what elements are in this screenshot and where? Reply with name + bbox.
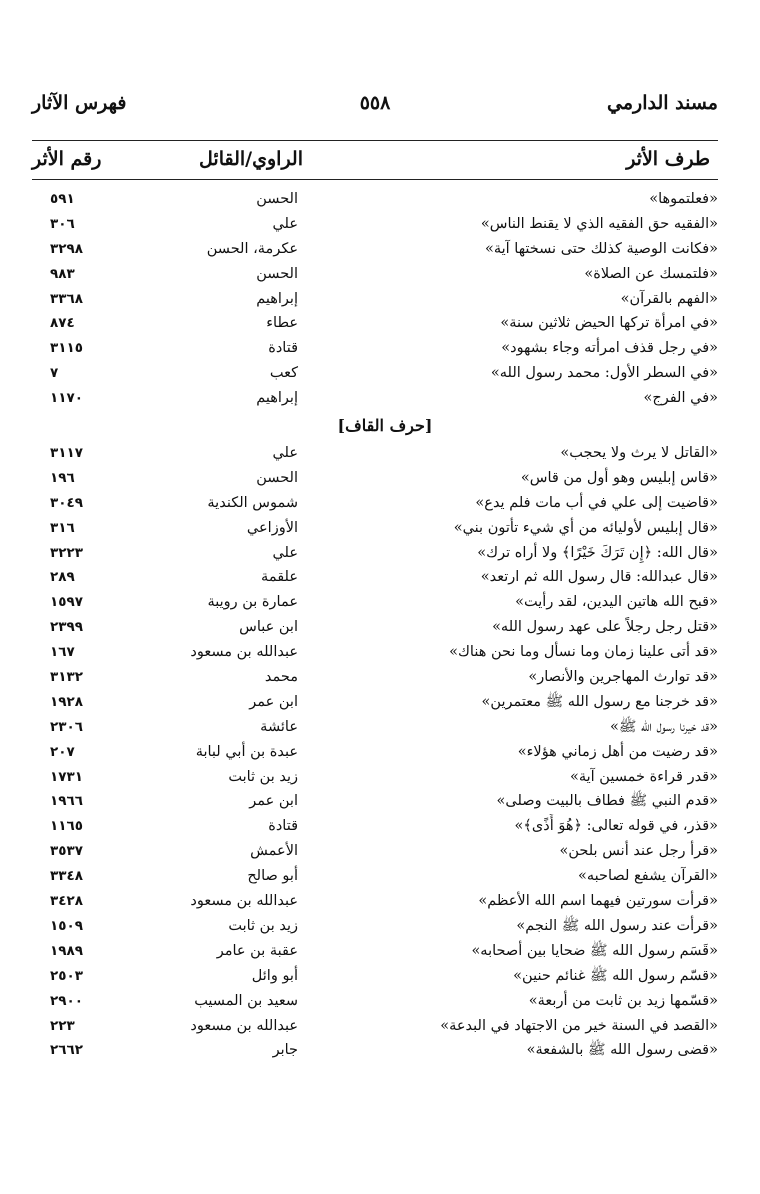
entry-narrator: شموس الكندية [207, 494, 298, 511]
entry-narrator: قتادة [268, 818, 298, 835]
index-row [32, 311, 718, 336]
entry-text: «قسّم رسول الله ﷺ غنائم حنين» [513, 967, 718, 984]
index-row [32, 187, 718, 212]
entry-number: ٣١١٥ [50, 340, 83, 357]
section-title: فهرس الآثار [32, 92, 127, 114]
entry-text: «قرأ رجل عند أنس بلحن» [559, 843, 718, 860]
entry-text: «القصد في السنة خير من الاجتهاد في البدعة» [440, 1017, 718, 1034]
entry-text: «قد خيرنا رسول الله ﷺ» [610, 718, 718, 735]
entry-text: «قال عبدالله: قال رسول الله ثم ارتعد» [480, 569, 718, 586]
index-row [32, 765, 718, 790]
index-row [32, 336, 718, 361]
index-row [32, 690, 718, 715]
entry-number: ١١٧٠ [50, 390, 83, 407]
index-row [32, 1038, 718, 1063]
index-row [32, 441, 718, 466]
entry-narrator: علي [272, 215, 298, 232]
entry-text: «القاتل لا يرث ولا يحجب» [560, 445, 718, 462]
entry-number: ١٩٦٦ [50, 793, 83, 810]
entry-text: «قال إبليس لأوليائه من أي شيء تأتون بني» [453, 519, 718, 536]
entry-text: «قرأت سورتين فيهما اسم الله الأعظم» [478, 893, 718, 910]
index-row [32, 914, 718, 939]
running-header [32, 88, 718, 122]
index-row [32, 889, 718, 914]
index-row [32, 740, 718, 765]
entry-narrator: عبدة بن أبي لبابة [195, 743, 298, 760]
entry-text: «فكانت الوصية كذلك حتى نسختها آية» [484, 240, 718, 257]
entry-text: «قاضيت إلى علي في أب مات فلم يدع» [475, 494, 718, 511]
index-row [32, 864, 718, 889]
index-row [32, 615, 718, 640]
entry-narrator: علقمة [261, 569, 298, 586]
entry-number: ٩٨٣ [50, 265, 75, 282]
entry-narrator: أبو وائل [251, 967, 298, 984]
entry-text: «في السطر الأول: محمد رسول الله» [490, 365, 718, 382]
entry-number: ٧ [50, 365, 59, 382]
entry-number: ٢٢٣ [50, 1017, 75, 1034]
entry-number: ٢٨٩ [50, 569, 75, 586]
entry-number: ٨٧٤ [50, 315, 75, 332]
entry-narrator: الحسن [256, 191, 298, 207]
entry-number: ٣٤٢٨ [50, 893, 83, 910]
index-row [32, 964, 718, 989]
entry-narrator: ابن عباس [239, 619, 298, 636]
entry-narrator: سعيد بن المسيب [194, 992, 298, 1009]
entry-number: ٢٦٦٢ [50, 1042, 83, 1059]
table-header [32, 140, 718, 180]
column-header-text: طرف الأثر [626, 148, 710, 170]
entry-text: «قدم النبي ﷺ فطاف بالبيت وصلى» [496, 793, 718, 810]
index-row [32, 237, 718, 262]
index-row [32, 212, 718, 237]
book-title: مسند الدارمي [607, 92, 718, 114]
entry-number: ١٩٦ [50, 469, 75, 486]
entry-text: «فعلتموها» [649, 191, 718, 207]
entry-narrator: كعب [269, 365, 298, 382]
entry-narrator: الأوزاعي [246, 519, 298, 536]
entry-narrator: إبراهيم [256, 290, 298, 307]
index-row [32, 715, 718, 740]
entry-number: ٣٠٦ [50, 215, 75, 232]
section-heading: [حرف القاف] [337, 416, 433, 436]
entry-text: «قسّمها زيد بن ثابت من أربعة» [528, 992, 718, 1009]
entry-text: «قد أتى علينا زمان وما نسأل وما نحن هناك» [449, 644, 718, 661]
entry-narrator: محمد [264, 669, 298, 686]
entry-number: ٢٩٠٠ [50, 992, 83, 1009]
entry-number: ١٩٨٩ [50, 942, 83, 959]
entry-text: «في الفرج» [643, 390, 718, 407]
index-row [32, 814, 718, 839]
entry-text: «قدر قراءة خمسين آية» [569, 768, 718, 785]
entry-text: «قاس إبليس وهو أول من قاس» [520, 469, 718, 486]
entry-text: «الفقيه حق الفقيه الذي لا يقنط الناس» [480, 215, 718, 232]
index-row [32, 262, 718, 287]
entry-text: «فلتمسك عن الصلاة» [584, 265, 718, 282]
entry-text: «قد رضيت من أهل زماني هؤلاء» [517, 743, 718, 760]
entry-narrator: علي [272, 544, 298, 561]
entry-narrator: إبراهيم [256, 390, 298, 407]
entry-narrator: عكرمة، الحسن [206, 240, 298, 257]
index-row [32, 516, 718, 541]
index-row [32, 491, 718, 516]
index-row [32, 640, 718, 665]
index-row [32, 939, 718, 964]
page-number: ٥٥٨ [359, 92, 391, 114]
entry-text: «قتل رجل رجلاً على عهد رسول الله» [492, 619, 718, 636]
entry-text: «قذر، في قوله تعالى: ﴿هُوَ أَذًى﴾» [514, 818, 718, 835]
entry-text: «في رجل قذف امرأته وجاء بشهود» [501, 340, 718, 357]
entry-number: ٣٣٤٨ [50, 868, 83, 885]
entry-text: «قرأت عند رسول الله ﷺ النجم» [516, 917, 718, 934]
entry-narrator: ابن عمر [249, 793, 298, 810]
entry-text: «الفهم بالقرآن» [620, 290, 718, 307]
entry-number: ٥٩١ [50, 191, 75, 207]
entry-number: ١٥٩٧ [50, 594, 83, 611]
entry-text: «قضى رسول الله ﷺ بالشفعة» [526, 1042, 718, 1059]
entry-number: ٣٣٦٨ [50, 290, 83, 307]
entry-number: ٣٢٩٨ [50, 240, 83, 257]
entry-narrator: عبدالله بن مسعود [190, 1017, 298, 1034]
entry-text: «قَسَم رسول الله ﷺ ضحايا بين أصحابه» [471, 942, 718, 959]
entry-number: ٢٥٠٣ [50, 967, 83, 984]
entry-text: «في امرأة تركها الحيض ثلاثين سنة» [500, 315, 718, 332]
entry-narrator: الحسن [256, 469, 298, 486]
index-row [32, 287, 718, 312]
index-row [32, 565, 718, 590]
entry-number: ١٦٧ [50, 644, 75, 661]
index-row [32, 466, 718, 491]
entry-text: «قد خرجنا مع رسول الله ﷺ معتمرين» [481, 693, 718, 710]
entry-narrator: زيد بن ثابت [228, 768, 298, 785]
entry-number: ٣١١٧ [50, 445, 83, 462]
column-header-number: رقم الأثر [32, 148, 102, 170]
entry-narrator: جابر [272, 1042, 298, 1059]
entry-number: ١٥٠٩ [50, 917, 83, 934]
entry-number: ١٩٢٨ [50, 693, 83, 710]
entry-narrator: علي [272, 445, 298, 462]
entry-text: «قال الله: ﴿إِن تَرَكَ خَيْرًا﴾ ولا أراه ترك» [477, 544, 718, 561]
index-row [32, 541, 718, 566]
entry-narrator: قتادة [268, 340, 298, 357]
entry-narrator: عمارة بن رويبة [207, 594, 298, 611]
entry-narrator: عبدالله بن مسعود [190, 893, 298, 910]
entry-narrator: ابن عمر [249, 693, 298, 710]
entry-narrator: الأعمش [250, 843, 298, 860]
entry-text: «قبح الله هاتين اليدين، لقد رأيت» [515, 594, 718, 611]
entry-narrator: عقبة بن عامر [216, 942, 298, 959]
entry-number: ١٧٣١ [50, 768, 83, 785]
column-header-narrator: الراوي/القائل [199, 148, 303, 170]
entry-number: ٣٥٣٧ [50, 843, 83, 860]
entry-text: «القرآن يشفع لصاحبه» [578, 868, 718, 885]
entry-number: ٣١٦ [50, 519, 75, 536]
entry-narrator: أبو صالح [247, 868, 298, 885]
entry-number: ٣١٣٢ [50, 669, 83, 686]
entry-narrator: عائشة [260, 718, 298, 735]
index-entries [32, 187, 718, 1063]
index-row [32, 989, 718, 1014]
entry-number: ٢٣٩٩ [50, 619, 83, 636]
entry-number: ١١٦٥ [50, 818, 83, 835]
index-row [32, 361, 718, 386]
entry-number: ٢٣٠٦ [50, 718, 83, 735]
index-row [32, 1014, 718, 1039]
entry-number: ٣٢٢٣ [50, 544, 83, 561]
entry-number: ٣٠٤٩ [50, 494, 83, 511]
index-row [32, 839, 718, 864]
index-row [32, 386, 718, 411]
index-row [32, 789, 718, 814]
entry-narrator: الحسن [256, 265, 298, 282]
entry-narrator: زيد بن ثابت [228, 917, 298, 934]
entry-number: ٢٠٧ [50, 743, 75, 760]
entry-text: «قد توارث المهاجرين والأنصار» [528, 669, 718, 686]
entry-narrator: عطاء [266, 315, 298, 332]
index-row [32, 665, 718, 690]
index-row [32, 590, 718, 615]
entry-narrator: عبدالله بن مسعود [190, 644, 298, 661]
